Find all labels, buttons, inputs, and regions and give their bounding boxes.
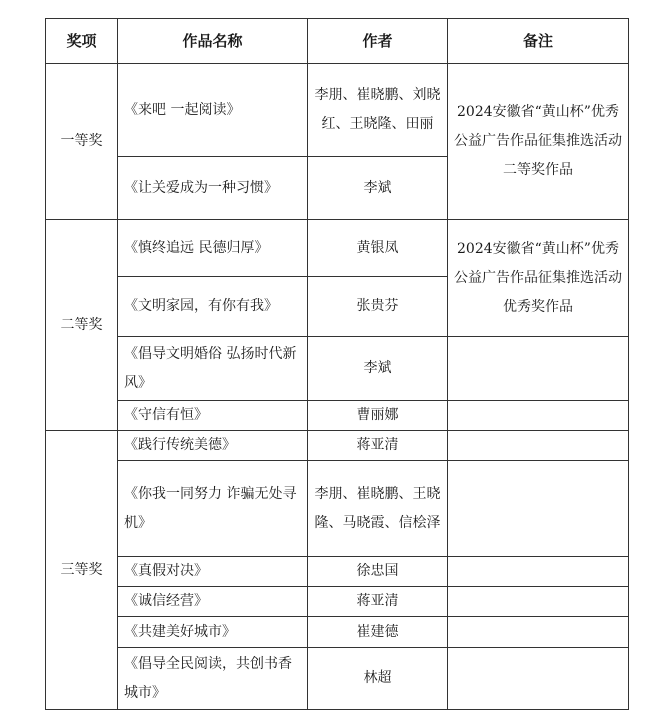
- awards-table: [45, 18, 629, 710]
- note-empty: [448, 337, 629, 401]
- work-title: 《文明家园，有你有我》: [118, 277, 308, 337]
- note-empty: [448, 648, 629, 710]
- author-name: 林超: [308, 648, 448, 710]
- work-title: 《你我一同努力 诈骗无处寻机》: [118, 461, 308, 557]
- note-empty: [448, 587, 629, 617]
- author-name: 张贵芬: [308, 277, 448, 337]
- author-name: 蒋亚清: [308, 431, 448, 461]
- note-empty: [448, 401, 629, 431]
- author-name: 李斌: [308, 337, 448, 401]
- table-row: [46, 648, 629, 710]
- work-title: 《守信有恒》: [118, 401, 308, 431]
- header-row: [46, 19, 629, 64]
- author-name: 曹丽娜: [308, 401, 448, 431]
- note-empty: [448, 431, 629, 461]
- note-second: 2024安徽省“黄山杯”优秀公益广告作品征集推选活动优秀奖作品: [448, 220, 629, 337]
- header-author: 作者: [308, 19, 448, 64]
- table-row: [46, 461, 629, 557]
- work-title: 《倡导全民阅读，共创书香城市》: [118, 648, 308, 710]
- table-row: [46, 64, 629, 157]
- author-name: 黄银凤: [308, 220, 448, 277]
- work-title: 《践行传统美德》: [118, 431, 308, 461]
- note-first: 2024安徽省“黄山杯”优秀公益广告作品征集推选活动二等奖作品: [448, 64, 629, 220]
- work-title: 《倡导文明婚俗 弘扬时代新风》: [118, 337, 308, 401]
- table-row: [46, 401, 629, 431]
- award-first: 一等奖: [46, 64, 118, 220]
- table-row: [46, 617, 629, 648]
- author-name: 徐忠国: [308, 557, 448, 587]
- author-name: 李朋、崔晓鹏、刘晓红、王晓隆、田丽: [308, 64, 448, 157]
- work-title: 《共建美好城市》: [118, 617, 308, 648]
- author-name: 李斌: [308, 157, 448, 220]
- table-row: [46, 220, 629, 277]
- table-row: [46, 557, 629, 587]
- table-row: [46, 587, 629, 617]
- work-title: 《让关爱成为一种习惯》: [118, 157, 308, 220]
- table-row: [46, 337, 629, 401]
- author-name: 崔建德: [308, 617, 448, 648]
- award-third: 三等奖: [46, 431, 118, 710]
- note-empty: [448, 617, 629, 648]
- work-title: 《真假对决》: [118, 557, 308, 587]
- table-row: [46, 431, 629, 461]
- work-title: 《诚信经营》: [118, 587, 308, 617]
- header-note: 备注: [448, 19, 629, 64]
- award-second: 二等奖: [46, 220, 118, 431]
- author-name: 蒋亚清: [308, 587, 448, 617]
- work-title: 《慎终追远 民德归厚》: [118, 220, 308, 277]
- work-title: 《来吧 一起阅读》: [118, 64, 308, 157]
- header-work: 作品名称: [118, 19, 308, 64]
- note-empty: [448, 461, 629, 557]
- author-name: 李朋、崔晓鹏、王晓隆、马晓霞、信桧泽: [308, 461, 448, 557]
- header-award: 奖项: [46, 19, 118, 64]
- note-empty: [448, 557, 629, 587]
